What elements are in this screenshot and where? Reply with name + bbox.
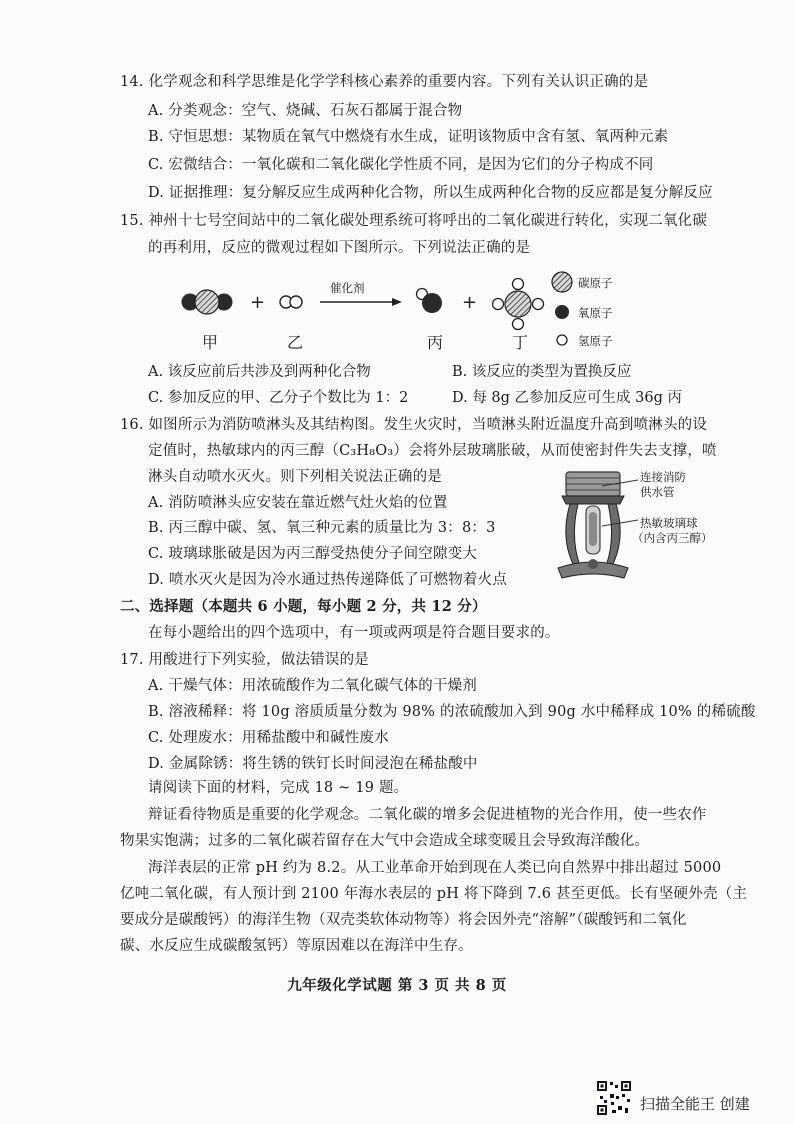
label-jia: 甲 bbox=[202, 333, 219, 352]
reading-p2-line2: 亿吨二氧化碳，有人预计到 2100 年海水表层的 pH 将下降到 7.6 甚至更低。长有坚硬外壳（主 bbox=[120, 886, 748, 902]
figure-label-pipe-2: 供水管 bbox=[640, 485, 675, 499]
reading-p1-line2: 物果实饱满；过多的二氧化碳若留存在大气中会造成全球变暖且会导致海洋酸化。 bbox=[120, 833, 650, 849]
label-ding: 丁 bbox=[512, 333, 529, 352]
section2-instruction: 在每小题给出的四个选项中，有一项或两项是符合题目要求的。 bbox=[148, 625, 560, 641]
legend-hydrogen-label: 氢原子 bbox=[578, 334, 613, 348]
plus-1: + bbox=[250, 292, 266, 313]
plus-2: + bbox=[462, 292, 478, 313]
label-bing: 丙 bbox=[427, 333, 444, 352]
molecule-ding bbox=[493, 279, 544, 330]
catalyst-label: 催化剂 bbox=[330, 281, 365, 295]
q15-stem-line2: 的再利用，反应的微观过程如下图所示。下列说法正确的是 bbox=[148, 240, 531, 256]
q17-option-c: C. 处理废水：用稀盐酸中和碱性废水 bbox=[148, 730, 389, 746]
q17-option-a: A. 干燥气体：用浓硫酸作为二氧化碳气体的干燥剂 bbox=[148, 678, 477, 694]
reading-p2-line3: 要成分是碳酸钙）的海洋生物（双壳类软体动物等）将会因外壳“溶解”（碳酸钙和二氧化 bbox=[120, 912, 687, 928]
legend-oxygen-icon bbox=[555, 305, 569, 319]
figure-label-bulb-1: 热敏玻璃球 bbox=[640, 516, 698, 530]
legend-carbon-icon bbox=[552, 272, 572, 292]
figure-label-bulb-2: （内含丙三醇） bbox=[632, 531, 713, 545]
label-yi: 乙 bbox=[287, 333, 304, 352]
legend-oxygen-label: 氧原子 bbox=[578, 306, 613, 320]
q16-option-c: C. 玻璃球胀破是因为丙三醇受热使分子间空隙变大 bbox=[148, 546, 478, 562]
q16-stem-line1: 16. 如图所示为消防喷淋头及其结构图。发生火灾时，当喷淋头附近温度升高到喷淋头的设 bbox=[120, 417, 708, 433]
q16-option-a: A. 消防喷淋头应安装在靠近燃气灶火焰的位置 bbox=[148, 495, 448, 511]
q17-stem: 17. 用酸进行下列实验，做法错误的是 bbox=[120, 652, 369, 668]
qr-code-icon bbox=[596, 1080, 632, 1116]
reading-p1-line1: 辩证看待物质是重要的化学观念。二氧化碳的增多会促进植物的光合作用，使一些农作 bbox=[148, 807, 707, 823]
reading-p2-line1: 海洋表层的正常 pH 约为 8.2。从工业革命开始到现在人类已向自然界中排出超过 5000 bbox=[148, 860, 722, 876]
q15-option-b: B. 该反应的类型为置换反应 bbox=[452, 364, 632, 380]
q16-stem-line2: 定值时，热敏球内的丙三醇（C₃H₈O₃）会将外层玻璃胀破，从而使密封件失去支撑，喷 bbox=[148, 443, 717, 459]
q15-option-c: C. 参加反应的甲、乙分子个数比为 1：2 bbox=[148, 390, 409, 406]
molecule-yi bbox=[280, 296, 302, 308]
molecule-bing bbox=[417, 289, 443, 314]
q14-option-b: B. 守恒思想：某物质在氧气中燃烧有水生成，证明该物质中含有氢、氧两种元素 bbox=[148, 129, 669, 145]
q15-stem-line1: 15. 神州十七号空间站中的二氧化碳处理系统可将呼出的二氧化碳进行转化，实现二氧化碳 bbox=[120, 213, 708, 229]
q15-option-a: A. 该反应前后共涉及到两种化合物 bbox=[148, 364, 371, 380]
q17-option-d: D. 金属除锈：将生锈的铁钉长时间浸泡在稀盐酸中 bbox=[148, 756, 478, 772]
legend-carbon-label: 碳原子 bbox=[578, 276, 613, 290]
reading-p2-line4: 碳、水反应生成碳酸氢钙）等原因难以在海洋中生存。 bbox=[120, 938, 473, 954]
q16-option-b: B. 丙三醇中碳、氢、氧三种元素的质量比为 3：8：3 bbox=[148, 520, 496, 536]
q16-option-d: D. 喷水灭火是因为冷水通过热传递降低了可燃物着火点 bbox=[148, 572, 508, 588]
q16-stem-line3: 淋头自动喷水灭火。则下列相关说法正确的是 bbox=[148, 469, 442, 485]
reaction-arrow bbox=[320, 298, 402, 306]
q17-option-b: B. 溶液稀释：将 10g 溶质质量分数为 98% 的浓硫酸加入到 90g 水中稀释成 10% 的稀硫酸 bbox=[148, 704, 756, 720]
q14-option-c: C. 宏微结合：一氧化碳和二氧化碳化学性质不同，是因为它们的分子构成不同 bbox=[148, 157, 654, 173]
reading-intro: 请阅读下面的材料，完成 18 ~ 19 题。 bbox=[148, 780, 409, 796]
scanner-watermark: 扫描全能王 创建 bbox=[640, 1095, 750, 1113]
reaction-diagram bbox=[170, 270, 640, 360]
q15-option-d: D. 每 8g 乙参加反应可生成 36g 丙 bbox=[452, 390, 683, 406]
q14-stem: 14. 化学观念和科学思维是化学学科核心素养的重要内容。下列有关认识正确的是 bbox=[120, 74, 649, 90]
q14-option-d: D. 证据推理：复分解反应生成两种化合物，所以生成两种化合物的反应都是复分解反应 bbox=[148, 185, 713, 201]
q14-option-a: A. 分类观念：空气、烧碱、石灰石都属于混合物 bbox=[148, 103, 463, 119]
legend-hydrogen-icon bbox=[557, 335, 567, 345]
section2-title: 二、选择题（本题共 6 小题，每小题 2 分，共 12 分） bbox=[120, 598, 487, 615]
page-footer: 九年级化学试题 第 3 页 共 8 页 bbox=[287, 977, 507, 994]
molecule-jia bbox=[182, 290, 233, 314]
figure-label-pipe-1: 连接消防 bbox=[640, 470, 686, 484]
